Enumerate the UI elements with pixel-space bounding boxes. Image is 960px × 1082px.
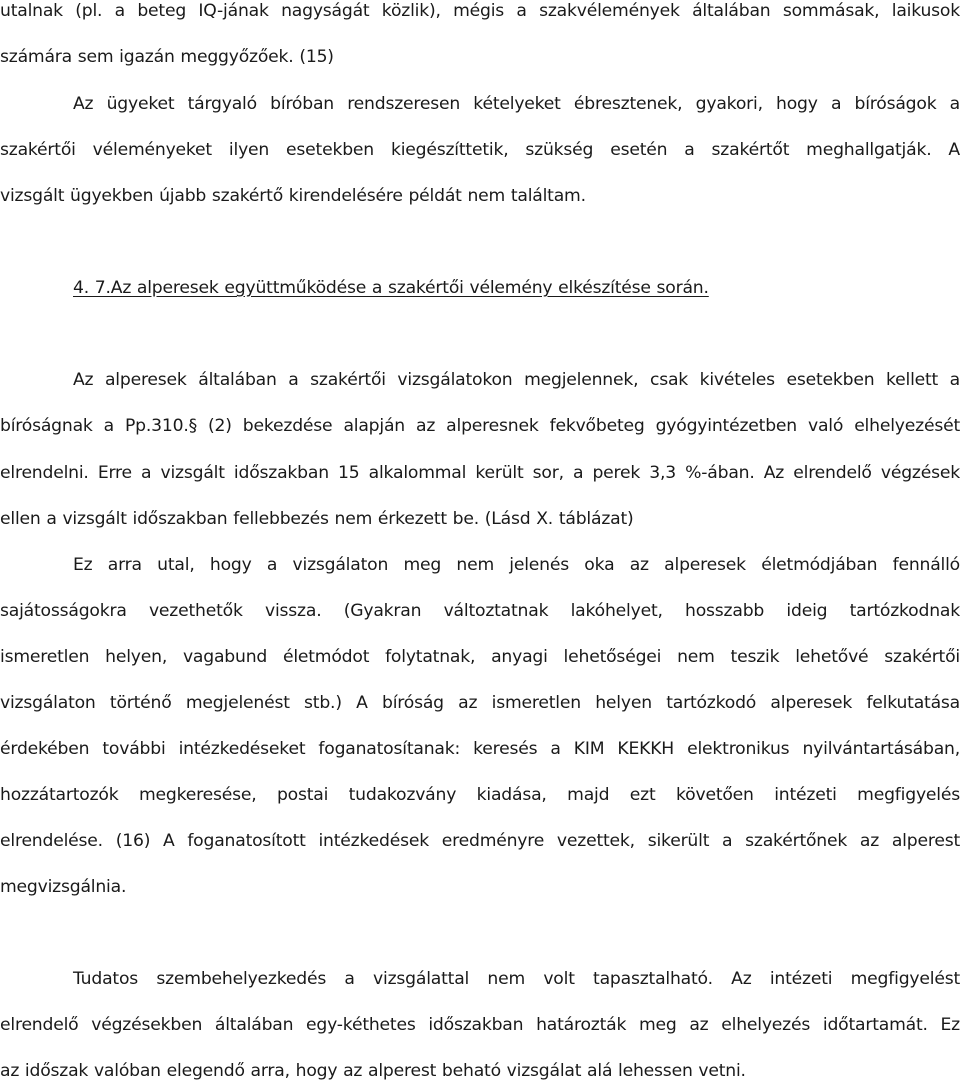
paragraph-start-line: Tudatos szembehelyezkedés a vizsgálattal nem volt tapasztalható. Az intézeti megfigyelést: [73, 969, 960, 989]
paragraph-start-line: Az alperesek általában a szakértői vizsgálatokon megjelennek, csak kivételes esetekben kellett a: [73, 370, 960, 390]
text-line-4: szakértői véleményeket ilyen esetekben kiegészíttetik, szükség esetén a szakértőt meghallgatják. A: [0, 140, 960, 160]
text-line-10: ellen a vizsgált időszakban fellebbezés nem érkezett be. (Lásd X. táblázat): [0, 509, 634, 529]
text-line-18: megvizsgálnia.: [0, 877, 127, 897]
text-line-16: hozzátartozók megkeresése, postai tudakozvány kiadása, majd ezt követően intézeti megfigyelés: [0, 785, 960, 805]
text-line-15: érdekében további intézkedéseket foganatosítanak: keresés a KIM KEKKH elektronikus nyilvántartásában,: [0, 739, 960, 759]
text-line-21: az időszak valóban elegendő arra, hogy az alperest beható vizsgálat alá lehessen vetni.: [0, 1061, 746, 1081]
text-line-9: elrendelni. Erre a vizsgált időszakban 15 alkalommal került sor, a perek 3,3 %-ában. Az elrendelő végzések: [0, 463, 960, 483]
text-line-1: utalnak (pl. a beteg IQ-jának nagyságát közlik), mégis a szakvélemények általában sommásak, laikusok: [0, 1, 960, 21]
text-line-20: elrendelő végzésekben általában egy-kéthetes időszakban határozták meg az elhelyezés időtartamát. Ez: [0, 1015, 960, 1035]
paragraph-start-line: Ez arra utal, hogy a vizsgálaton meg nem jelenés oka az alperesek életmódjában fennálló: [73, 555, 960, 575]
text-line-2: számára sem igazán meggyőzőek. (15): [0, 47, 334, 67]
text-line-8: bíróságnak a Pp.310.§ (2) bekezdése alapján az alperesnek fekvőbeteg gyógyintézetben való elhelyezését: [0, 416, 960, 436]
section-heading: 4. 7.Az alperesek együttműködése a szakértői vélemény elkészítése során.: [73, 278, 709, 298]
text-line-17: elrendelése. (16) A foganatosított intézkedések eredményre vezettek, sikerült a szakértőnek az alperest: [0, 831, 960, 851]
paragraph-start-line: Az ügyeket tárgyaló bíróban rendszeresen kételyeket ébresztenek, gyakori, hogy a bíróságok a: [73, 94, 960, 114]
text-line-14: vizsgálaton történő megjelenést stb.) A bíróság az ismeretlen helyen tartózkodó alperesek felkutatása: [0, 693, 960, 713]
text-line-5: vizsgált ügyekben újabb szakértő kirendelésére példát nem találtam.: [0, 186, 586, 206]
text-line-13: ismeretlen helyen, vagabund életmódot folytatnak, anyagi lehetőségei nem teszik lehetővé szakértői: [0, 647, 960, 667]
text-line-12: sajátosságokra vezethetők vissza. (Gyakran változtatnak lakóhelyet, hosszabb ideig tartózkodnak: [0, 601, 960, 621]
